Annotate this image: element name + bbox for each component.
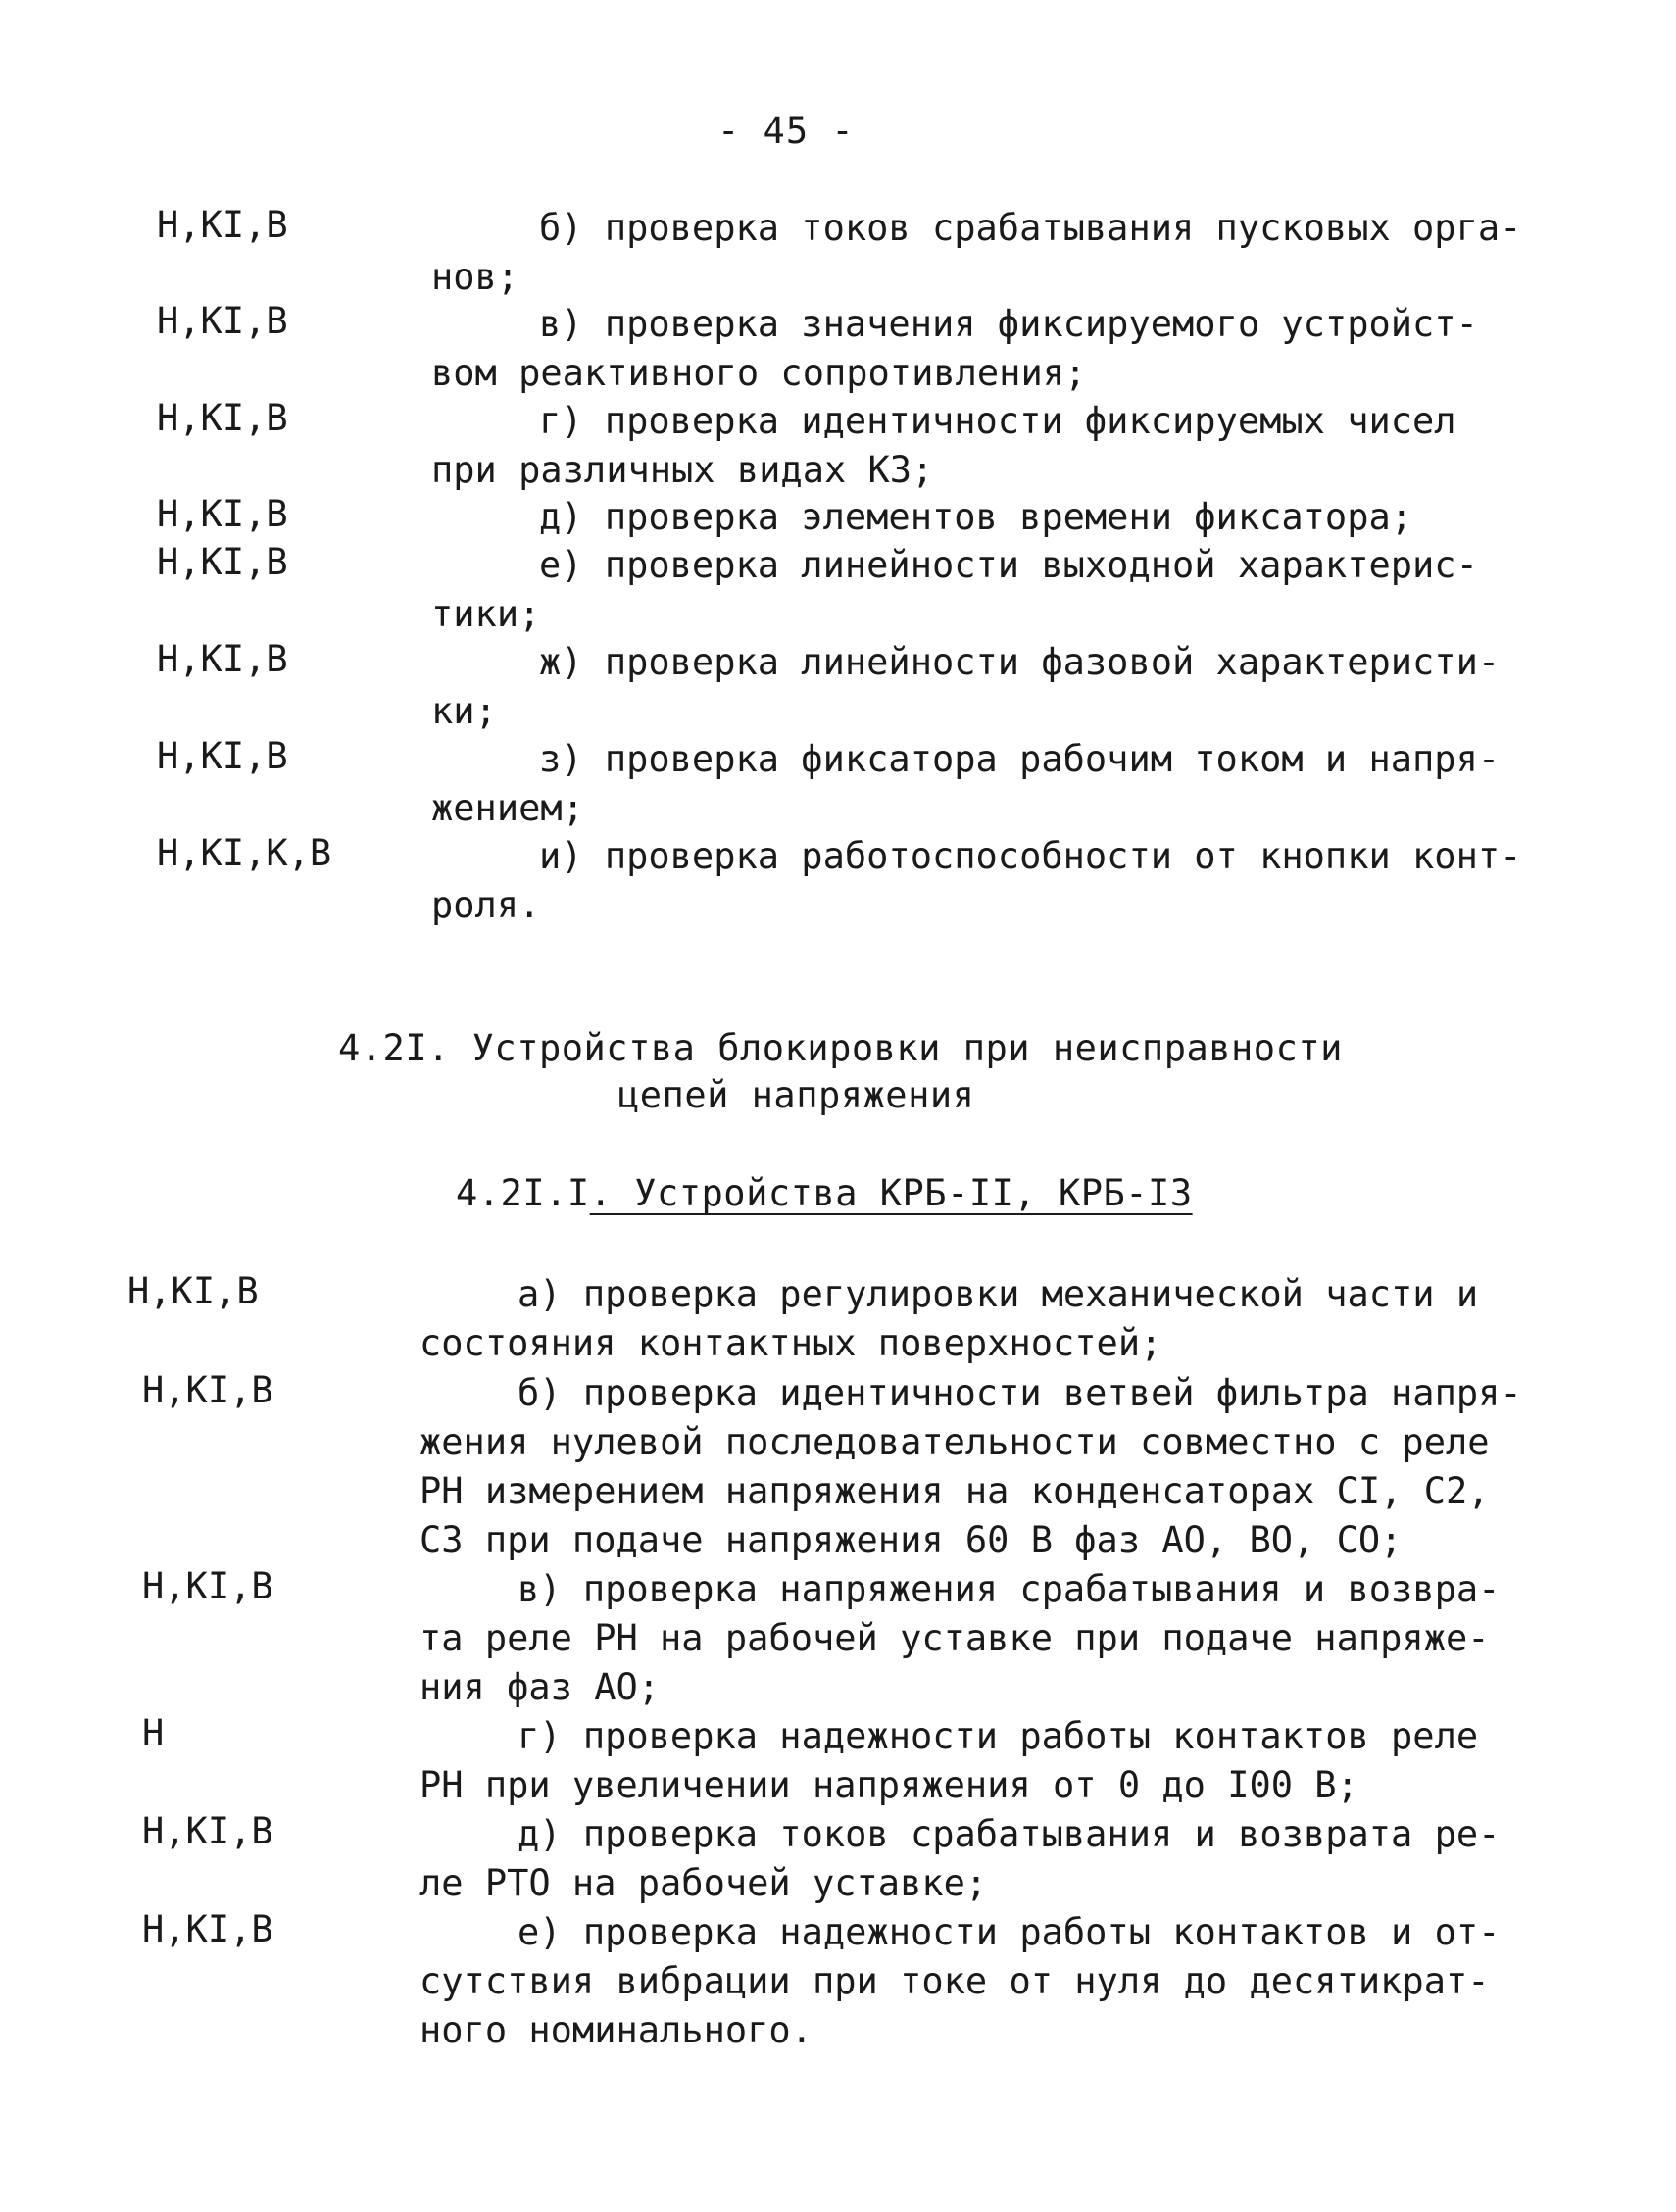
item-line: жением; bbox=[431, 787, 584, 829]
item-text bbox=[419, 1810, 1501, 1908]
item-text bbox=[419, 1270, 1479, 1368]
item-code: Н,КI,В bbox=[157, 300, 288, 342]
item-text bbox=[431, 204, 1522, 302]
subsection-title: . Устройства КРБ-II, КРБ-I3 bbox=[589, 1172, 1193, 1214]
section-heading-line1: 4.2I. Устройства блокировки при неисправности bbox=[338, 1027, 1343, 1069]
item-line: б) проверка токов срабатывания пусковых орга- bbox=[539, 207, 1522, 249]
item-line: С3 при подаче напряжения 60 В фаз АО, ВО, СО; bbox=[419, 1519, 1403, 1561]
item-code: Н bbox=[142, 1712, 165, 1754]
item-text bbox=[419, 1565, 1501, 1712]
item-line: ки; bbox=[431, 690, 497, 732]
item-code: Н,КI,В bbox=[142, 1369, 273, 1411]
item-line: з) проверка фиксатора рабочим током и напря- bbox=[539, 738, 1501, 780]
item-line: е) проверка линейности выходной характерис- bbox=[539, 544, 1478, 586]
item-code: Н,КI,В bbox=[142, 1908, 273, 1950]
item-line: г) проверка идентичности фиксируемых чисел bbox=[539, 400, 1456, 442]
item-line: вом реактивного сопротивления; bbox=[431, 352, 1087, 394]
item-text bbox=[431, 300, 1478, 398]
item-line: РН при увеличении напряжения от 0 до I00 В; bbox=[419, 1764, 1358, 1806]
item-code: Н,КI,В bbox=[127, 1270, 259, 1312]
item-line: состояния контактных поверхностей; bbox=[419, 1322, 1162, 1364]
item-line: д) проверка элементов времени фиксатора; bbox=[539, 496, 1413, 538]
item-line: д) проверка токов срабатывания и возврата ре- bbox=[518, 1813, 1501, 1855]
item-line: ного номинального. bbox=[419, 2009, 813, 2051]
section-heading-line2: цепей напряжения bbox=[617, 1074, 975, 1116]
item-text bbox=[419, 1369, 1522, 1565]
item-code: Н,КI,В bbox=[157, 541, 288, 583]
item-line: г) проверка надежности работы контактов реле bbox=[518, 1715, 1479, 1757]
item-line: сутствия вибрации при токе от нуля до десятикрат- bbox=[419, 1960, 1490, 2002]
item-line: ле РТО на рабочей уставке; bbox=[419, 1862, 988, 1904]
item-text bbox=[431, 832, 1522, 930]
item-code: Н,КI,В bbox=[142, 1565, 273, 1607]
item-text bbox=[431, 493, 1470, 542]
item-line: б) проверка идентичности ветвей фильтра напря- bbox=[518, 1372, 1522, 1414]
item-line: при различных видах КЗ; bbox=[431, 449, 934, 491]
page-number: - 45 - bbox=[717, 110, 855, 152]
item-text bbox=[419, 1908, 1501, 2055]
item-code: Н,КI,В bbox=[157, 638, 288, 680]
item-line: жения нулевой последовательности совместно с реле bbox=[419, 1421, 1490, 1463]
item-line: роля. bbox=[431, 884, 541, 926]
item-text bbox=[419, 1712, 1479, 1810]
item-code: Н,КI,В bbox=[157, 397, 288, 439]
item-code: Н,КI,В bbox=[142, 1810, 273, 1852]
item-line: РН измерением напряжения на конденсаторах СI, С2, bbox=[419, 1470, 1490, 1512]
item-text bbox=[431, 638, 1501, 736]
item-code: Н,КI,В bbox=[157, 493, 288, 535]
item-code: Н,КI,В bbox=[157, 735, 288, 777]
item-code: Н,КI,К,В bbox=[157, 832, 332, 874]
item-line: а) проверка регулировки механической части и bbox=[518, 1273, 1479, 1315]
item-line: в) проверка напряжения срабатывания и возвра- bbox=[518, 1568, 1501, 1610]
item-code: Н,КI,В bbox=[157, 204, 288, 246]
item-line: и) проверка работоспособности от кнопки конт- bbox=[539, 835, 1522, 877]
subsection-number: 4.2I.I bbox=[456, 1172, 590, 1214]
item-line: тики; bbox=[431, 593, 541, 635]
item-line: в) проверка значения фиксируемого устройст- bbox=[539, 303, 1478, 345]
item-line: та реле РН на рабочей уставке при подаче напряже- bbox=[419, 1617, 1490, 1659]
item-line: е) проверка надежности работы контактов и от- bbox=[518, 1911, 1501, 1953]
item-text bbox=[431, 541, 1478, 639]
item-line: нов; bbox=[431, 256, 519, 298]
item-line: ния фаз АО; bbox=[419, 1666, 661, 1708]
item-text bbox=[431, 397, 1470, 495]
item-text bbox=[431, 735, 1501, 833]
subsection-heading bbox=[456, 1172, 1193, 1214]
item-line: ж) проверка линейности фазовой характеристи- bbox=[539, 641, 1501, 683]
